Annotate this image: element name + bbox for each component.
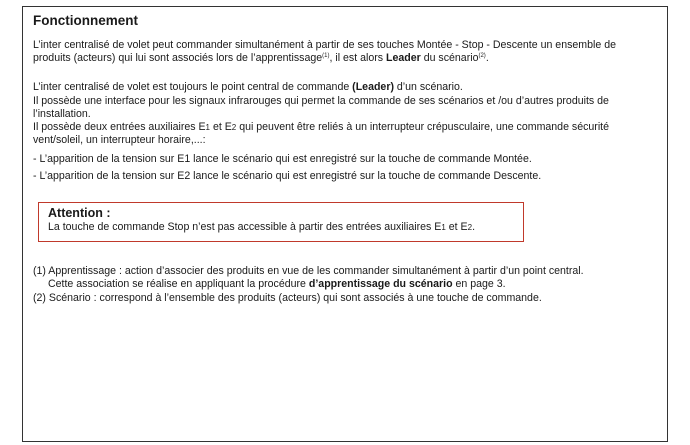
inputs-text-3: qui peuvent être reliés à un interrupteur crépusculaire, une commande sécurité vent/soleil, un interrupteur horaire,...: xyxy=(33,121,610,146)
footnote-1-line-1: (1) Apprentissage : action d’associer des produits en vue de les commander simultanément à partir d’un point central. xyxy=(33,265,584,277)
attention-text xyxy=(48,221,514,234)
e1-subscript: 1 xyxy=(205,123,210,132)
leader-paragraph xyxy=(33,81,655,94)
inputs-text-2: et E xyxy=(210,121,232,133)
leader-text-2: d’un scénario. xyxy=(393,81,463,93)
leader-bold: (Leader) xyxy=(352,81,394,93)
document-frame xyxy=(22,6,668,442)
attention-text-2: et E xyxy=(445,221,468,233)
attention-text-1: La touche de commande Stop n’est pas accessible à partir des entrées auxiliaires E xyxy=(48,221,442,233)
intro-paragraph xyxy=(33,39,655,65)
interface-paragraph: Il possède une interface pour les signaux infrarouges qui permet la commande de ses scénarios et /ou d’autres produits de l’installation. xyxy=(33,95,609,120)
leader-text: L’inter centralisé de volet est toujours le point central de commande xyxy=(33,81,353,93)
footnote-2: (2) Scénario : correspond à l’ensemble des produits (acteurs) qui sont associés à une touche de commande. xyxy=(33,292,542,304)
footnote-ref-2: (2) xyxy=(478,53,486,59)
footnote-1-text: Cette association se réalise en appliquant la procédure xyxy=(48,278,309,290)
intro-text-3: du scénario xyxy=(420,52,479,64)
footnote-1-line-2 xyxy=(33,278,655,291)
inputs-paragraph xyxy=(33,121,655,147)
section-title: Fonctionnement xyxy=(33,13,138,28)
footnote-1-end: en page 3. xyxy=(452,278,506,290)
intro-leader-bold: Leader xyxy=(386,52,421,64)
footnote-1-bold: d’apprentissage du scénario xyxy=(308,278,453,290)
footnote-ref-1: (1) xyxy=(322,53,330,59)
inputs-text: Il possède deux entrées auxiliaires E xyxy=(33,121,206,133)
e2-subscript: 2 xyxy=(231,123,237,132)
attention-e1-subscript: 1 xyxy=(441,223,446,232)
attention-title: Attention : xyxy=(48,206,111,220)
intro-text-4: . xyxy=(485,52,489,64)
attention-e2-subscript: 2 xyxy=(467,223,473,232)
intro-text-2: , il est alors xyxy=(329,52,386,64)
attention-text-3: . xyxy=(472,221,476,233)
attention-box xyxy=(38,202,524,242)
intro-text: L’inter centralisé de volet peut commander simultanément à partir de ses touches Montée - Stop - Descente un ensemble de produits (acteurs) qui lui sont associés lors de l’apprentissage xyxy=(33,39,616,64)
bullet-e2: - L’apparition de la tension sur E2 lance le scénario qui est enregistré sur la touche de commande Descente. xyxy=(33,170,542,182)
bullet-e1: - L’apparition de la tension sur E1 lance le scénario qui est enregistré sur la touche de commande Montée. xyxy=(33,153,532,165)
